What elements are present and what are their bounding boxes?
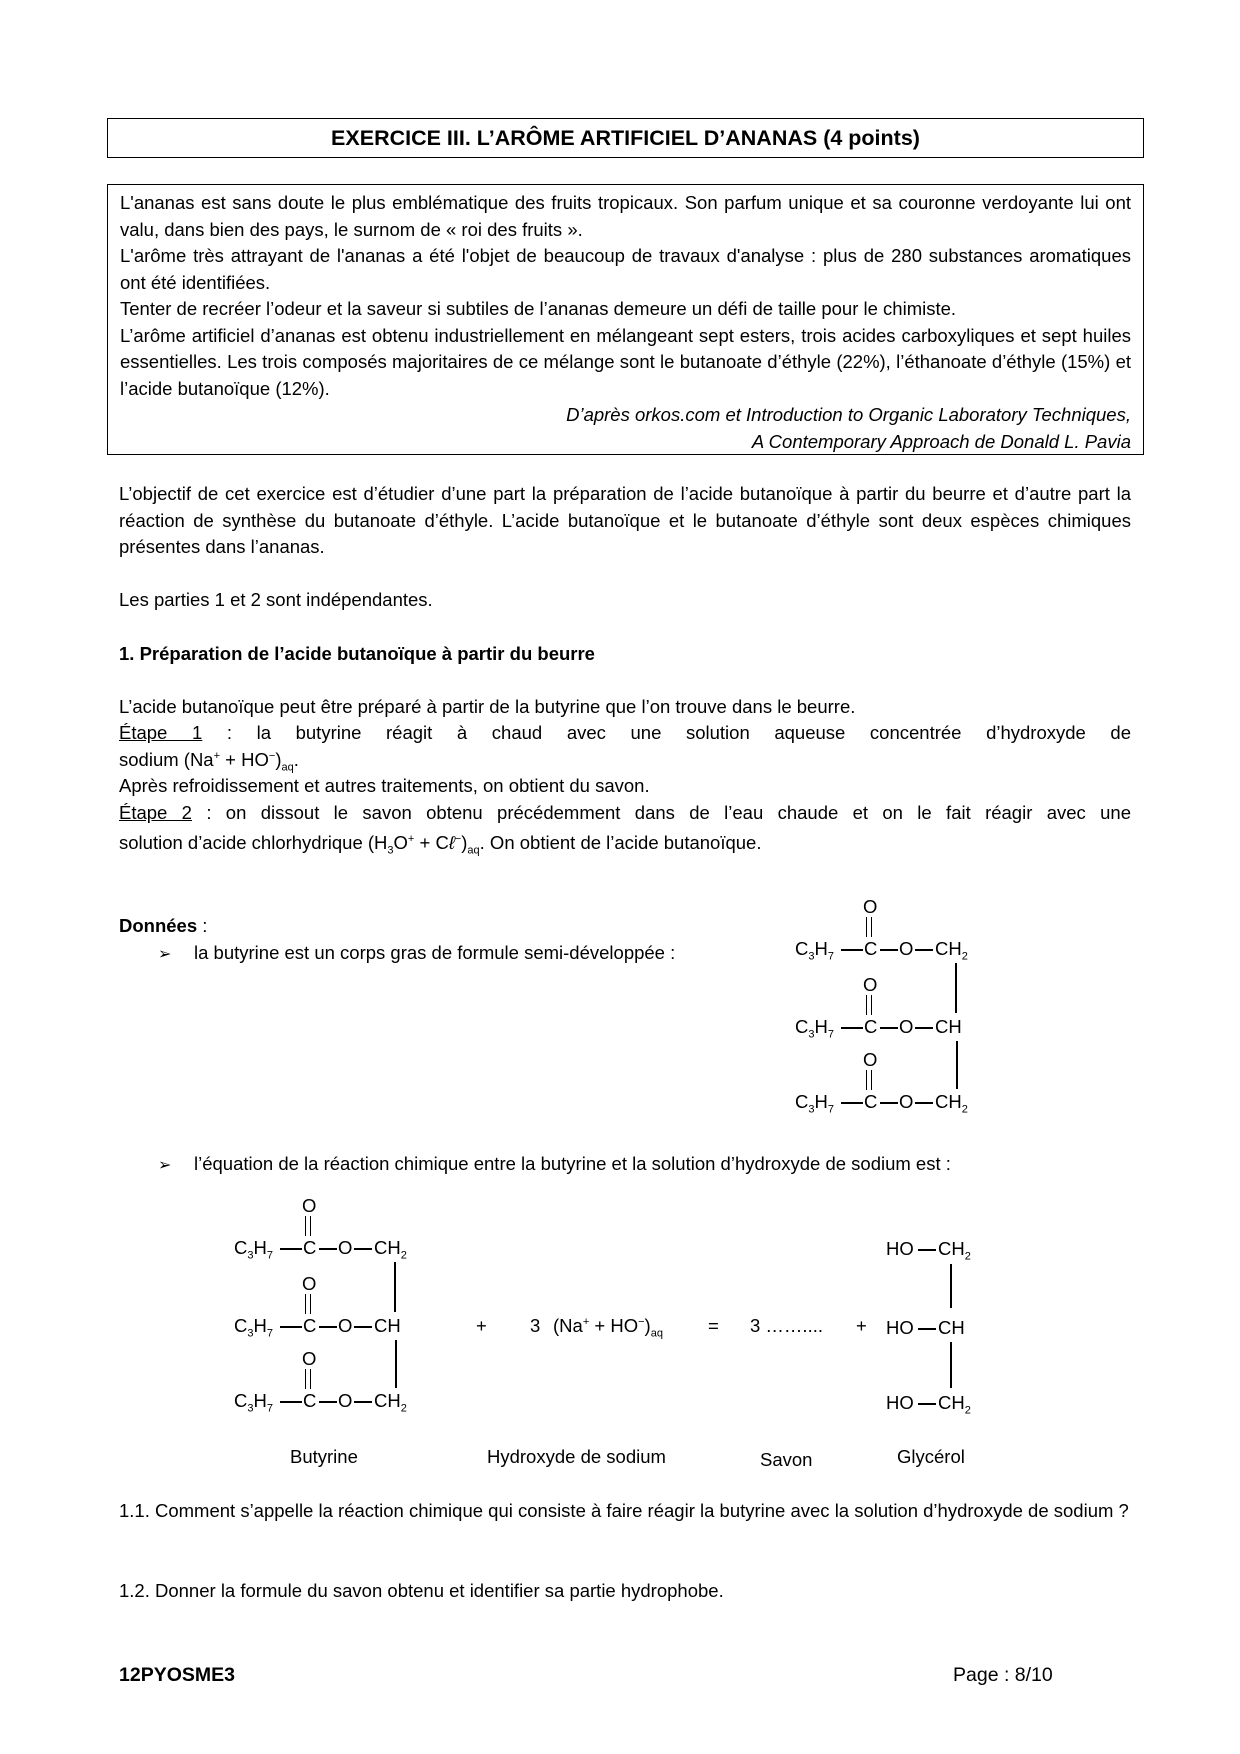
sub: 7 [827,950,834,963]
step2-line2 [119,830,1131,857]
text: (Na [553,1315,583,1336]
text: solution d’acide chlorhydrique (H [119,832,388,853]
arrow-bullet-icon: ➢ [158,1157,172,1174]
step2-text: : on dissout le savon obtenu précédemment dans de l’eau chaude et on le fait réagir avec une [191,802,1131,823]
ester-oxygen: O [338,1390,353,1411]
sub: 7 [827,1028,834,1041]
step2-label: Étape 2 [119,802,192,823]
carbonyl-oxygen: O [863,896,878,917]
single-bond [918,1328,936,1330]
text: + HO [220,749,269,770]
sub: 3 [808,1103,815,1116]
sup: − [638,1315,645,1328]
carbonyl-carbon: C [303,1237,317,1258]
ester-oxygen: O [338,1237,353,1258]
text: . On obtient de l’acide butanoïque. [479,832,762,853]
soap-blank: 3 …….... [750,1315,823,1336]
intro-paragraph: L'ananas est sans doute le plus emblématique des fruits tropicaux. Son parfum unique et sa couronne verdoyante lui ont valu, dans bien des pays, le surnom de « roi des fruits ». [120,192,1131,240]
step1-line [119,720,1131,747]
sub: 7 [266,1249,273,1262]
sodium-hydroxide-formula [553,1315,663,1340]
carbonyl-oxygen: O [863,1049,878,1070]
footer-code: 12PYOSME3 [119,1664,235,1686]
sub: 2 [961,1103,968,1116]
exercise-title: EXERCICE III. L’ARÔME ARTIFICIEL D’ANANAS (4 points) [107,118,1144,158]
sub: 2 [964,1250,971,1263]
intro-box [107,184,1144,455]
text: H [814,1091,828,1112]
footer-page-number: Page : 8/10 [953,1664,1053,1686]
label-butyrine: Butyrine [290,1446,358,1467]
sub: 3 [247,1249,254,1262]
sup: − [268,749,276,762]
single-bond [319,1326,337,1328]
double-bond [866,995,872,1015]
sub: 2 [961,950,968,963]
step1-label: Étape 1 [119,722,203,743]
carbonyl-carbon: C [864,1091,878,1112]
source-line: D’après orkos.com et Introduction to Organic Laboratory Techniques, [566,404,1131,425]
text: + C [414,832,449,853]
single-bond [880,949,898,951]
sub: 3 [247,1402,254,1415]
text: : [197,915,208,936]
propyl-group [795,1091,834,1116]
single-bond [841,1027,863,1029]
propyl-group [795,1016,834,1041]
double-bond [305,1216,311,1236]
vertical-bond [956,1041,958,1089]
text: ) [275,749,282,770]
ch2-group [374,1237,407,1262]
text: CH [938,1392,965,1413]
single-bond [918,1249,936,1251]
ester-oxygen: O [899,938,914,959]
ch-group: CH [374,1315,401,1336]
ester-oxygen: O [338,1315,353,1336]
text: C [234,1390,248,1411]
ch2-group [935,938,968,963]
propyl-group [234,1237,273,1262]
sub: 7 [266,1327,273,1340]
double-bond [305,1294,311,1314]
sub: aq [467,844,480,857]
carbonyl-carbon: C [864,1016,878,1037]
intro-paragraph: L'arôme très attrayant de l'ananas a été l'objet de beaucoup de travaux d'analyse : plus de 280 substances aromatiques ont été identifiées. [120,245,1131,293]
vertical-bond [955,963,957,1013]
single-bond [319,1401,337,1403]
label-savon: Savon [760,1449,813,1470]
propyl-group [795,938,834,963]
donnees-label [119,915,207,937]
carbonyl-oxygen: O [302,1195,317,1216]
question-1-2: 1.2. Donner la formule du savon obtenu et identifier sa partie hydrophobe. [119,1580,724,1601]
single-bond [841,949,863,951]
carbonyl-oxygen: O [302,1348,317,1369]
single-bond [354,1326,372,1328]
sub: aq [650,1327,663,1340]
single-bond [280,1248,302,1250]
step2-line [119,800,1131,827]
label-hydroxyde: Hydroxyde de sodium [487,1446,666,1467]
text: . [293,749,299,770]
hydroxyl-group: HO [886,1238,914,1259]
hydroxyl-group: HO [886,1392,914,1413]
text: H [253,1315,267,1336]
step1-line2 [119,747,1131,774]
ch2-group [374,1390,407,1415]
bullet-1-text: la butyrine est un corps gras de formule semi-développée : [194,942,676,963]
single-bond [354,1248,372,1250]
sub: 2 [400,1249,407,1262]
double-bond [305,1369,311,1389]
question-1-1: 1.1. Comment s’appelle la réaction chimique qui consiste à faire réagir la butyrine avec la solution d’hydroxyde de sodium ? [119,1500,1129,1521]
text: H [253,1237,267,1258]
sub: 2 [400,1402,407,1415]
plus-sign: + [476,1315,487,1336]
sub: 3 [247,1327,254,1340]
intro-paragraph: Tenter de recréer l’odeur et la saveur si subtiles de l’ananas demeure un défi de taille pour le chimiste. [120,298,957,319]
single-bond [915,949,933,951]
naoh-coefficient: 3 [530,1315,541,1336]
hydroxyl-group: HO [886,1317,914,1338]
ester-oxygen: O [899,1016,914,1037]
parts-note: Les parties 1 et 2 sont indépendantes. [119,589,433,610]
sub: 7 [827,1103,834,1116]
text: ) [644,1315,651,1336]
after-line: Après refroidissement et autres traitements, on obtient du savon. [119,775,650,796]
single-bond [354,1401,372,1403]
sub: aq [281,761,294,774]
source-line: A Contemporary Approach de Donald L. Pavia [751,430,1131,452]
sub: 3 [808,950,815,963]
sub: 3 [808,1028,815,1041]
label-glycerol: Glycérol [897,1446,965,1467]
propyl-group [234,1315,273,1340]
vertical-bond [950,1342,952,1388]
section-heading: 1. Préparation de l’acide butanoïque à partir du beurre [119,643,595,664]
ch-group: CH [938,1317,965,1338]
carbonyl-carbon: C [864,938,878,959]
text: C [795,1091,809,1112]
section-intro: L’acide butanoïque peut être préparé à partir de la butyrine que l’on trouve dans le beurre. [119,696,856,717]
single-bond [841,1102,863,1104]
text: + HO [589,1315,639,1336]
text: ℓ [448,832,455,853]
single-bond [880,1027,898,1029]
objective-paragraph: L’objectif de cet exercice est d’étudier d’une part la préparation de l’acide butanoïque à partir du beurre et d’autre part la réaction de synthèse du butanoate d’éthyle. L’acide butanoïque et le butanoate d’éthyle sont deux espèces chimiques présentes dans l’ananas. [119,483,1131,557]
text: C [234,1237,248,1258]
single-bond [319,1248,337,1250]
sub: 7 [266,1402,273,1415]
ch2-group [935,1091,968,1116]
carbonyl-oxygen: O [302,1273,317,1294]
single-bond [280,1401,302,1403]
ch2-group [938,1238,971,1263]
sub: 2 [964,1404,971,1417]
arrow-bullet-icon: ➢ [158,946,172,963]
sup: + [407,832,415,845]
text: H [253,1390,267,1411]
carbonyl-carbon: C [303,1315,317,1336]
step1-text: : la butyrine réagit à chaud avec une solution aqueuse concentrée d’hydroxyde de [202,722,1132,743]
single-bond [880,1102,898,1104]
propyl-group [234,1390,273,1415]
single-bond [915,1027,933,1029]
text: O [393,832,408,853]
double-bond [866,917,872,937]
vertical-bond [395,1340,397,1388]
single-bond [915,1102,933,1104]
plus-sign: + [856,1315,867,1336]
sub: 3 [387,844,394,857]
carbonyl-carbon: C [303,1390,317,1411]
text: C [795,938,809,959]
sup: + [582,1315,590,1328]
text: C [234,1315,248,1336]
carbonyl-oxygen: O [863,974,878,995]
text: ) [461,832,468,853]
text: H [814,1016,828,1037]
bullet-2-text: l’équation de la réaction chimique entre la butyrine et la solution d’hydroxyde de sodium est : [194,1153,951,1174]
text: H [814,938,828,959]
single-bond [280,1326,302,1328]
text: CH [938,1238,965,1259]
text: C [795,1016,809,1037]
ch2-group [938,1392,971,1417]
text: CH [935,1091,962,1112]
sup: − [454,832,462,845]
donnees-heading: Données [119,915,198,936]
double-bond [866,1070,872,1090]
ester-oxygen: O [899,1091,914,1112]
ch-group: CH [935,1016,962,1037]
text: CH [374,1237,401,1258]
intro-paragraph: L’arôme artificiel d’ananas est obtenu industriellement en mélangeant sept esters, trois acides carboxyliques et sept huiles essentielles. Les trois composés majoritaires de ce mélange sont le butanoate d’éthyle (22%), l’éthanoate d’éthyle (15%) et l’acide butanoïque (12%). [120,324,1131,399]
equals-sign: = [708,1315,719,1336]
text: CH [374,1390,401,1411]
single-bond [918,1403,936,1405]
text: CH [935,938,962,959]
text: sodium (Na [119,749,214,770]
sup: + [213,749,221,762]
vertical-bond [394,1262,396,1312]
vertical-bond [950,1264,952,1308]
